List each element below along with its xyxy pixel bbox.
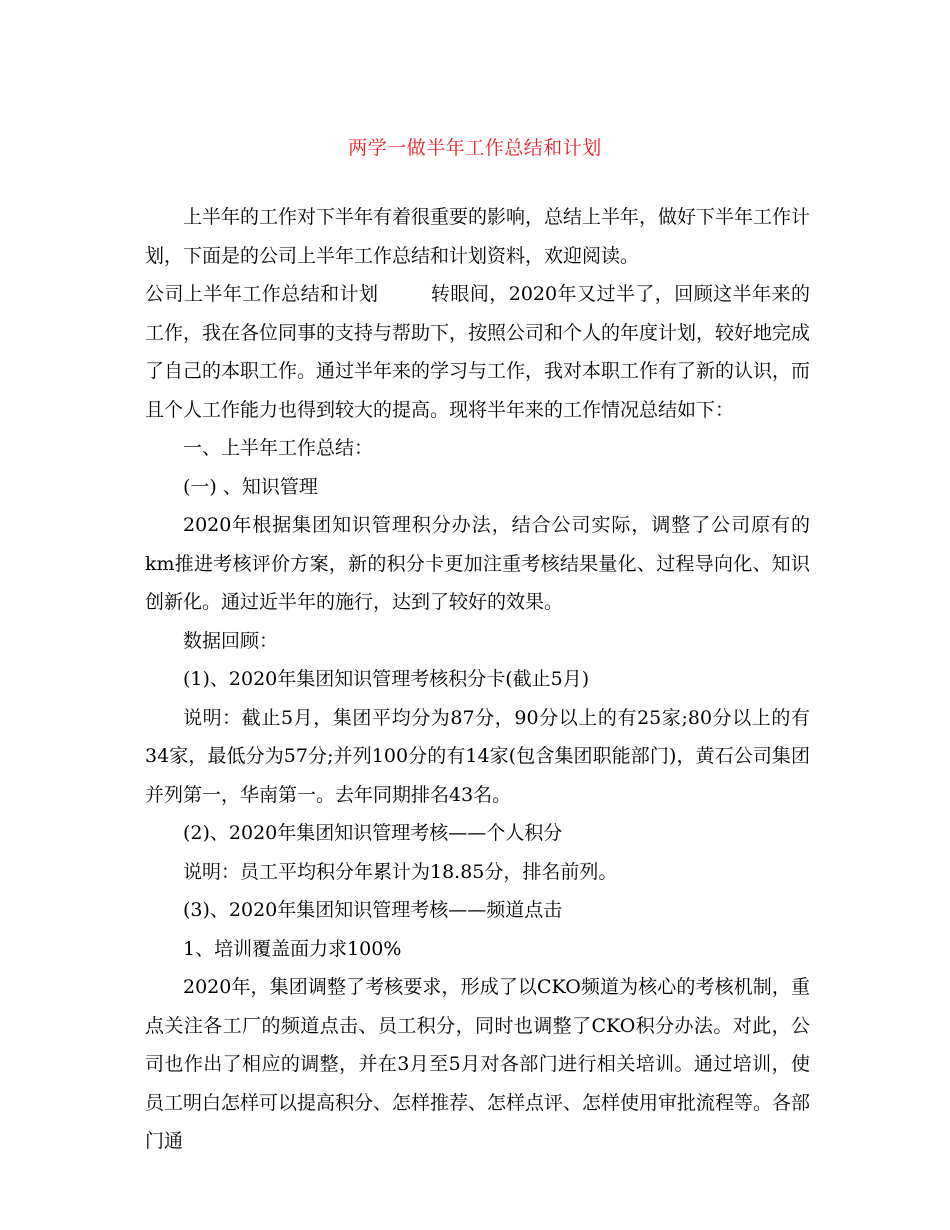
training-paragraph: 2020年，集团调整了考核要求，形成了以CKO频道为核心的考核机制，重点关注各工厂的频道点击、员工积分，同时也调整了CKO积分办法。对此，公司也作出了相应的调整，并在3月至5月对各部门进行相关培训。通过培训，使员工明白怎样可以提高积分、怎样推荐、怎样点评、怎样使用审批流程等。各部门通 bbox=[145, 976, 811, 1152]
data-item-3: (3)、2020年集团知识管理考核——频道点击 bbox=[183, 899, 563, 921]
page-title: 两学一做半年工作总结和计划 bbox=[348, 137, 602, 159]
data-item-2: (2)、2020年集团知识管理考核——个人积分 bbox=[183, 822, 563, 844]
data-review-heading: 数据回顾： bbox=[183, 629, 279, 652]
knowledge-paragraph: 2020年根据集团知识管理积分办法，结合公司实际，调整了公司原有的km推进考核评价方案，新的积分卡更加注重考核结果量化、过程导向化、知识创新化。通过近半年的施行，达到了较好的效果。 bbox=[145, 514, 810, 613]
intro-paragraph: 上半年的工作对下半年有着很重要的影响，总结上半年，做好下半年工作计划，下面是的公司上半年工作总结和计划资料，欢迎阅读。 bbox=[145, 206, 811, 267]
data-item-1: (1)、2020年集团知识管理考核积分卡(截止5月) bbox=[183, 668, 590, 690]
training-heading: 1、培训覆盖面力求100% bbox=[183, 937, 402, 960]
document-body bbox=[145, 198, 810, 1161]
section-heading-company-summary: 公司上半年工作总结和计划 bbox=[145, 283, 379, 305]
summary-opening-paragraph bbox=[145, 275, 810, 429]
explanation-paragraph-2: 说明：员工平均积分年累计为18.85分，排名前列。 bbox=[183, 860, 618, 883]
explanation-paragraph-1: 说明：截止5月，集团平均分为87分，90分以上的有25家;80分以上的有34家，最低分为57分;并列100分的有14家(包含集团职能部门)，黄石公司集团并列第一，华南第一。去年同期排名43名。 bbox=[145, 706, 810, 806]
subsection-heading-knowledge: (一) 、知识管理 bbox=[183, 475, 318, 498]
section-heading-first-half: 一、上半年工作总结： bbox=[183, 437, 374, 459]
opening-text: 转眼间，2020年又过半了，回顾这半年来的工作，我在各位同事的支持与帮助下，按照公司和个人的年度计划，较好地完成了自己的本职工作。通过半年来的学习与工作，我对本职工作有了新的认识，而且个人工作能力也得到较大的提高。现将半年来的工作情况总结如下： bbox=[145, 283, 811, 421]
